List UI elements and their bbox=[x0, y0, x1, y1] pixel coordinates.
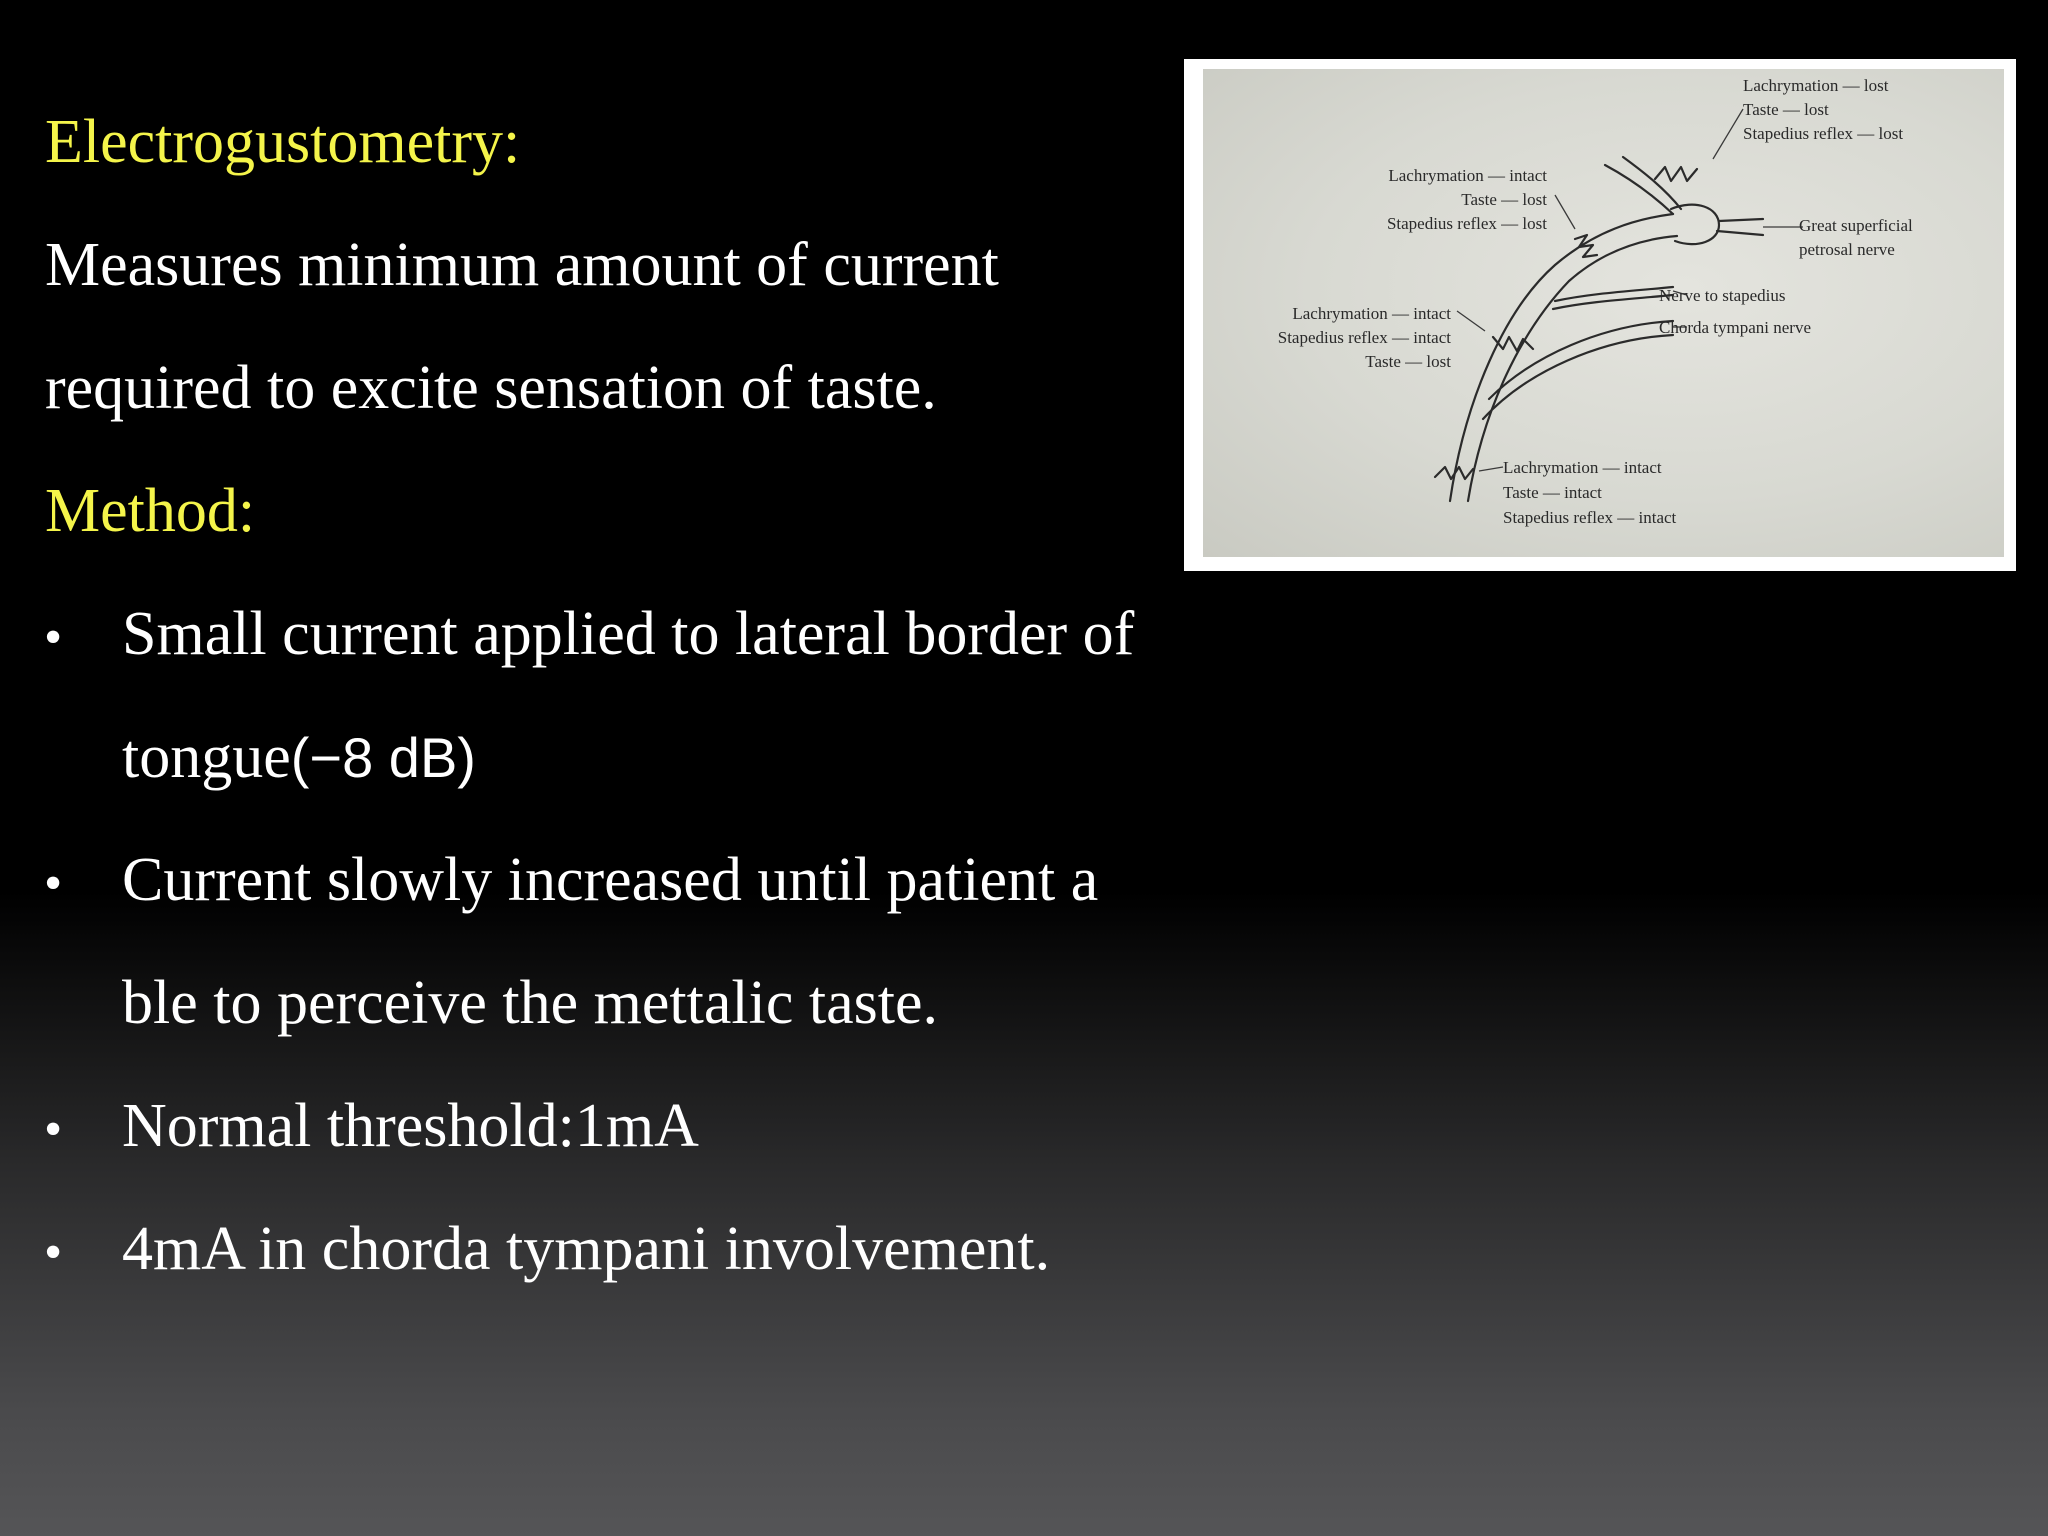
bullet-4-line-1: 4mA in chorda tympani involvement. bbox=[122, 1215, 1051, 1283]
label-chorda-tympani: Chorda tympani nerve bbox=[1659, 318, 1812, 337]
leader-bottom bbox=[1479, 467, 1503, 471]
label-great-superficial-2: petrosal nerve bbox=[1799, 240, 1895, 259]
label-top-right-taste: Taste — lost bbox=[1743, 100, 1829, 119]
leader-mid-left bbox=[1457, 311, 1485, 331]
lesion-mark-top bbox=[1655, 167, 1697, 181]
nerve-to-stapedius-branch bbox=[1555, 287, 1673, 301]
label-nerve-to-stapedius: Nerve to stapedius bbox=[1659, 286, 1786, 305]
bullet-1-tongue: tongue bbox=[122, 723, 291, 791]
proximal-branch-b bbox=[1623, 157, 1681, 209]
label-mid-left-taste: Taste — lost bbox=[1365, 352, 1451, 371]
bullet-1-db-value: (−8 dB) bbox=[290, 726, 476, 789]
chorda-tympani-branch bbox=[1489, 321, 1673, 399]
label-mid-left-stapedius: Stapedius reflex — intact bbox=[1277, 328, 1451, 347]
label-top-right-stapedius: Stapedius reflex — lost bbox=[1743, 124, 1904, 143]
facial-nerve-diagram-svg bbox=[1203, 69, 2004, 557]
heading-method: Method: bbox=[45, 477, 256, 545]
heading-electrogustometry: Electrogustometry: bbox=[45, 108, 521, 176]
label-top-right-lachrymation: Lachrymation — lost bbox=[1743, 76, 1889, 95]
bullet-marker: • bbox=[44, 609, 63, 666]
leader-upper-left bbox=[1555, 195, 1575, 229]
description-line-2: required to excite sensation of taste. bbox=[45, 354, 937, 422]
great-superficial-petrosal-branch-top bbox=[1719, 219, 1763, 221]
label-bottom-taste: Taste — intact bbox=[1503, 483, 1602, 502]
geniculate-ganglion bbox=[1671, 205, 1719, 244]
description-line-1: Measures minimum amount of current bbox=[45, 231, 999, 299]
leader-top-right bbox=[1713, 109, 1743, 159]
bullet-marker: • bbox=[44, 1101, 63, 1158]
great-superficial-petrosal-branch-bottom bbox=[1717, 231, 1763, 235]
bullet-3-line-1: Normal threshold:1mA bbox=[122, 1092, 699, 1160]
label-upper-left-taste: Taste — lost bbox=[1461, 190, 1547, 209]
diagram-photo bbox=[1203, 69, 2004, 557]
label-bottom-lachrymation: Lachrymation — intact bbox=[1503, 458, 1662, 477]
bullet-2-line-1: Current slowly increased until patient a bbox=[122, 846, 1099, 914]
bullet-marker: • bbox=[44, 1224, 63, 1281]
label-bottom-stapedius: Stapedius reflex — intact bbox=[1503, 508, 1677, 527]
bullet-2-line-2: ble to perceive the mettalic taste. bbox=[122, 969, 938, 1037]
facial-nerve-lesion-diagram bbox=[1184, 59, 2016, 571]
label-upper-left-stapedius: Stapedius reflex — lost bbox=[1386, 214, 1547, 233]
bullet-1-line-2 bbox=[122, 723, 476, 791]
bullet-1-line-1: Small current applied to lateral border of bbox=[122, 600, 1135, 668]
label-great-superficial-1: Great superficial bbox=[1799, 216, 1913, 235]
label-mid-left-lachrymation: Lachrymation — intact bbox=[1292, 304, 1451, 323]
chorda-tympani-branch-2 bbox=[1483, 335, 1673, 419]
label-upper-left-lachrymation: Lachrymation — intact bbox=[1388, 166, 1547, 185]
bullet-marker: • bbox=[44, 855, 63, 912]
